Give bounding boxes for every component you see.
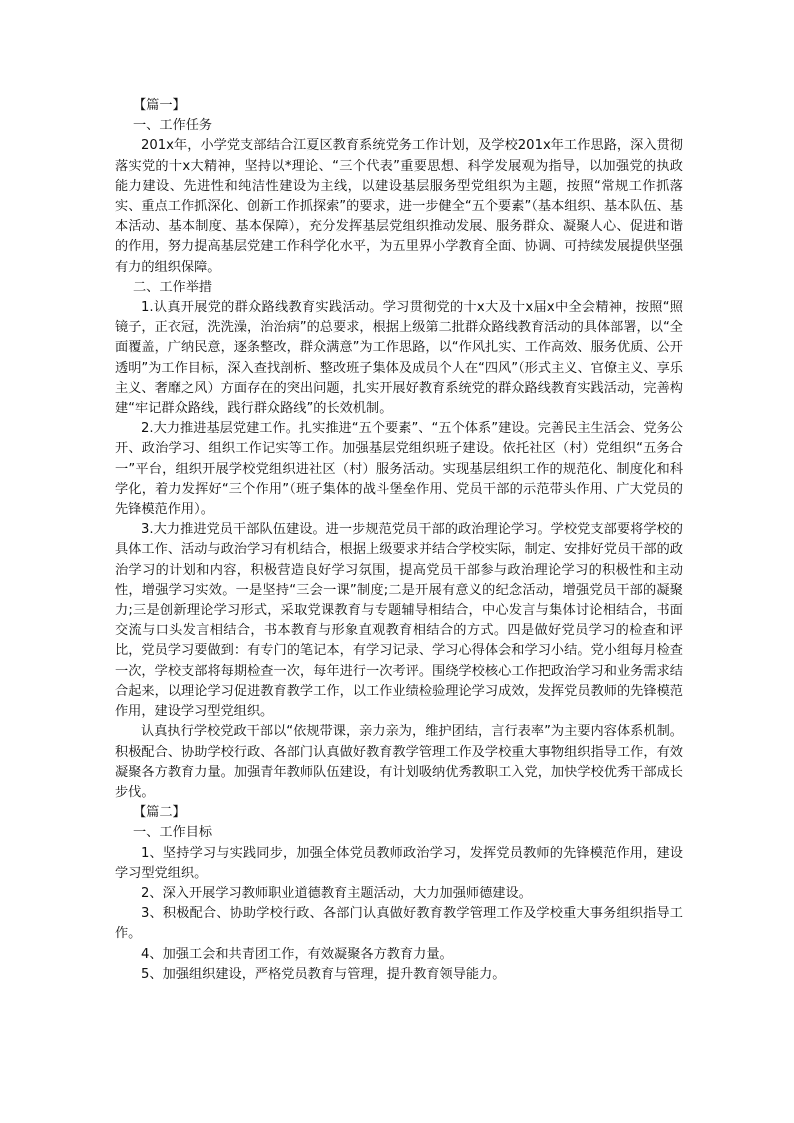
section-2-heading-work-goals: 一、工作目标 xyxy=(133,825,213,841)
section-1-paragraph-5: 认真执行学校党政干部以“依规带课，亲力亲为，维护团结，言行表率”为主要内容体系机制。积极配合、协助学校行政、各部门认真做好教育教学管理工作及学校重大事物组织指导工作，有效凝聚各方教育力量。加强青年教师队伍建设，有计划吸纳优秀教职工入党，加快学校优秀干部成长步伐。 xyxy=(115,724,683,800)
section-1-paragraph-3: 2.大力推进基层党建工作。扎实推进“五个要素”、“五个体系”建设。完善民主生活会、党务公开、政治学习、组织工作记实等工作。加强基层党组织班子建设。依托社区（村）党组织“五务合一”平台，组织开展学校党组织进社区（村）服务活动。实现基层组织工作的规范化、制度化和科学化，着力发挥好“三个作用”（班子集体的战斗堡垒作用、党员干部的示范带头作用、广大党员的先锋模范作用）。 xyxy=(115,421,683,518)
section-1-heading-work-tasks: 一、工作任务 xyxy=(133,118,213,134)
section-1-paragraph-1: 201x年，小学党支部结合江夏区教育系统党务工作计划，及学校201x年工作思路，深入贯彻落实党的十x大精神，坚持以*理论、“三个代表”重要思想、科学发展观为指导，以加强党的执政能力建设、先进性和纯洁性建设为主线，以建设基层服务型党组织为主题，按照“常规工作抓落实、重点工作抓深化、创新工作抓探索”的要求，进一步健全“五个要素”（基本组织、基本队伍、基本活动、基本制度、基本保障），充分发挥基层党组织推动发展、服务群众、凝聚人心、促进和谐的作用，努力提高基层党建工作科学化水平，为五里界小学教育全面、协调、可持续发展提供坚强有力的组织保障。 xyxy=(115,138,683,275)
section-1-heading-work-measures: 二、工作举措 xyxy=(133,279,213,295)
section-1-paragraph-4: 3.大力推进党员干部队伍建设。进一步规范党员干部的政治理论学习。学校党支部要将学校的具体工作、活动与政治学习有机结合，根据上级要求并结合学校实际，制定、安排好党员干部的政治学习的计划和内容，积极营造良好学习氛围，提高党员干部参与政治理论学习的积极性和主动性，增强学习实效。一是坚持“三会一课”制度;二是开展有意义的纪念活动，增强党员干部的凝聚力;三是创新理论学习形式，采取党课教育与专题辅导相结合，中心发言与集体讨论相结合，书面交流与口头发言相结合，书本教育与形象直观教育相结合的方式。四是做好党员学习的检查和评比，党员学习要做到：有专门的笔记本，有学习记录、学习心得体会和学习小结。党小组每月检查一次，学校支部将每期检查一次，每年进行一次考评。围绕学校核心工作把政治学习和业务需求结合起来，以理论学习促进教育教学工作，以工作业绩检验理论学习成效，发挥党员教师的先锋模范作用，建设学习型党组织。 xyxy=(115,522,683,720)
section-2-list-item: 3、积极配合、协助学校行政、各部门认真做好教育教学管理工作及学校重大事务组织指导工作。 xyxy=(115,906,683,942)
section-1-paragraph-2: 1.认真开展党的群众路线教育实践活动。学习贯彻党的十x大及十x届x中全会精神，按照“照镜子，正衣冠，洗洗澡，治治病”的总要求，根据上级第二批群众路线教育活动的具体部署，以“全面覆盖，广纳民意，逐条整改，群众满意”为工作思路，以“作风扎实、工作高效、服务优质、公开透明”为工作目标，深入查找剖析、整改班子集体及成员个人在“四风”（形式主义、官僚主义、享乐主义、奢靡之风）方面存在的突出问题，扎实开展好教育系统党的群众路线教育实践活动，完善构建“牢记群众路线，践行群众路线”的长效机制。 xyxy=(115,300,683,417)
section-2-list-item: 4、加强工会和共青团工作，有效凝聚各方教育力量。 xyxy=(141,946,453,962)
section-2-title: 【篇二】 xyxy=(133,805,186,821)
section-2-list-item: 1、坚持学习与实践同步，加强全体党员教师政治学习，发挥党员教师的先锋模范作用，建设学习型党组织。 xyxy=(115,845,683,881)
section-2-list-item: 2、深入开展学习教师职业道德教育主题活动，大力加强师德建设。 xyxy=(141,885,532,901)
section-1-title: 【篇一】 xyxy=(133,98,186,113)
section-2-list-item: 5、加强组织建设，严格党员教育与管理，提升教育领导能力。 xyxy=(141,966,506,982)
document-page xyxy=(115,96,683,985)
